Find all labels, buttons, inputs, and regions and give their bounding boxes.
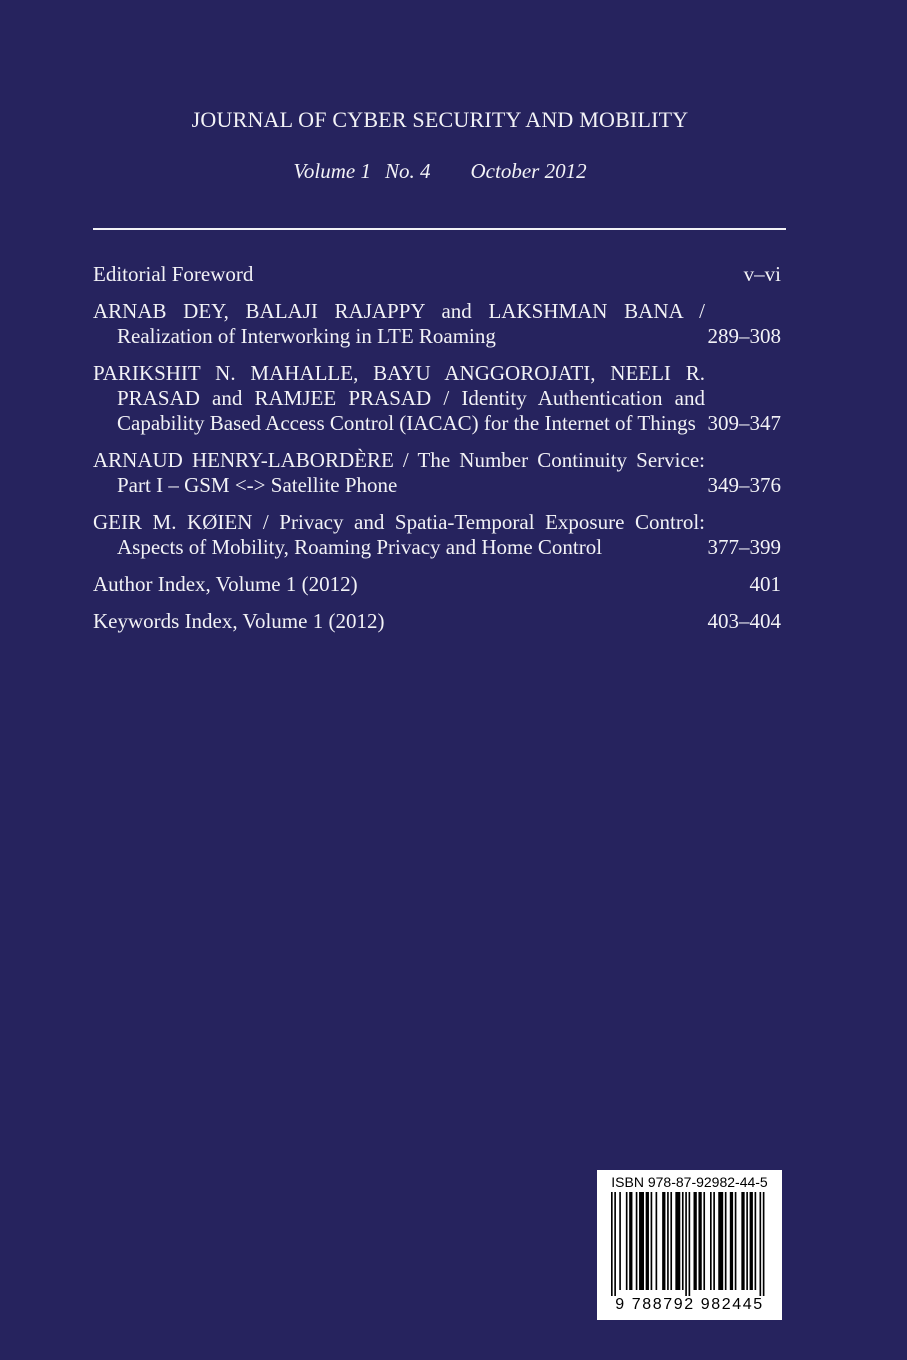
barcode-bar (639, 1192, 644, 1290)
toc-entry-pages: 349–376 (707, 473, 781, 497)
toc-entry-editorial (93, 262, 783, 287)
toc-entry-pages: 289–308 (707, 324, 781, 348)
toc-entry-pages: 403–404 (707, 609, 781, 633)
barcode-bar (667, 1192, 669, 1290)
toc-entry-pages: 401 (749, 572, 781, 596)
issue-number: No. 4 (384, 159, 431, 183)
barcode-bar (718, 1192, 723, 1290)
barcode-bar (682, 1192, 684, 1290)
barcode-bar (746, 1192, 748, 1290)
barcode-bar (646, 1192, 649, 1290)
barcode-bar (710, 1192, 712, 1290)
toc-entry-text: ARNAUD HENRY-LABORDÈRE / The Number Continuity Service: Part I – GSM <-> Satellite Phone (93, 448, 705, 497)
barcode-bar (730, 1192, 733, 1290)
toc-entry-iacac (93, 361, 783, 436)
barcode-bar (662, 1192, 665, 1290)
toc-entry-text: GEIR M. KØIEN / Privacy and Spatia-Temporal Exposure Control: Aspects of Mobility, Roaming Privacy and Home Control (93, 510, 705, 559)
barcode-bar (619, 1192, 621, 1290)
barcode-bar (689, 1192, 691, 1296)
barcode-bar (725, 1192, 727, 1290)
toc-entry-pages: 309–347 (707, 411, 781, 435)
volume-label: Volume 1 (293, 159, 371, 183)
barcode-bar (735, 1192, 737, 1290)
isbn-barcode (597, 1170, 782, 1320)
barcode-bar (626, 1192, 628, 1290)
toc-entry-text: Editorial Foreword (93, 262, 254, 286)
barcode-bar (656, 1192, 658, 1290)
issue-date: October 2012 (470, 159, 587, 183)
toc-entry-text: PARIKSHIT N. MAHALLE, BAYU ANGGOROJATI, NEELI R. PRASAD and RAMJEE PRASAD / Identity Authentication and Capability Based Access Control (IACAC) for the Internet of Things (93, 361, 705, 435)
toc-entry-lte-roaming (93, 299, 783, 349)
barcode-bar (629, 1192, 632, 1290)
barcode-bar (651, 1192, 653, 1290)
toc-entry-privacy (93, 510, 783, 560)
barcode-bar (685, 1192, 687, 1296)
toc-entry-pages: v–vi (743, 262, 781, 286)
barcode-bar (636, 1192, 638, 1290)
barcode-bar (698, 1192, 701, 1290)
barcode-bar (755, 1192, 757, 1290)
divider-rule (93, 228, 786, 230)
toc-entry-text: Keywords Index, Volume 1 (2012) (93, 609, 385, 633)
barcode-bar (694, 1192, 697, 1290)
barcode-bar (760, 1192, 762, 1296)
barcode-bar (611, 1192, 613, 1296)
toc-entry-number-continuity (93, 448, 783, 498)
barcode-bar (713, 1192, 715, 1290)
toc-entry-keywords-index (93, 609, 783, 634)
barcode-bar (741, 1192, 744, 1290)
barcode-icon (609, 1192, 770, 1296)
table-of-contents (93, 262, 783, 646)
toc-entry-text: Author Index, Volume 1 (2012) (93, 572, 358, 596)
barcode-bar (703, 1192, 705, 1290)
isbn-label: ISBN 978-87-92982-44-5 (611, 1174, 768, 1190)
barcode-bar (750, 1192, 753, 1290)
barcode-bar (670, 1192, 672, 1290)
toc-entry-author-index (93, 572, 783, 597)
issue-line (0, 159, 880, 184)
barcode-bar (614, 1192, 616, 1296)
barcode-bar (675, 1192, 680, 1290)
toc-entry-text: ARNAB DEY, BALAJI RAJAPPY and LAKSHMAN BANA / Realization of Interworking in LTE Roaming (93, 299, 705, 348)
toc-entry-pages: 377–399 (707, 535, 781, 559)
barcode-bar (763, 1192, 765, 1296)
barcode-digits: 9 788792 982445 (615, 1296, 764, 1313)
journal-title: JOURNAL OF CYBER SECURITY AND MOBILITY (191, 107, 689, 132)
